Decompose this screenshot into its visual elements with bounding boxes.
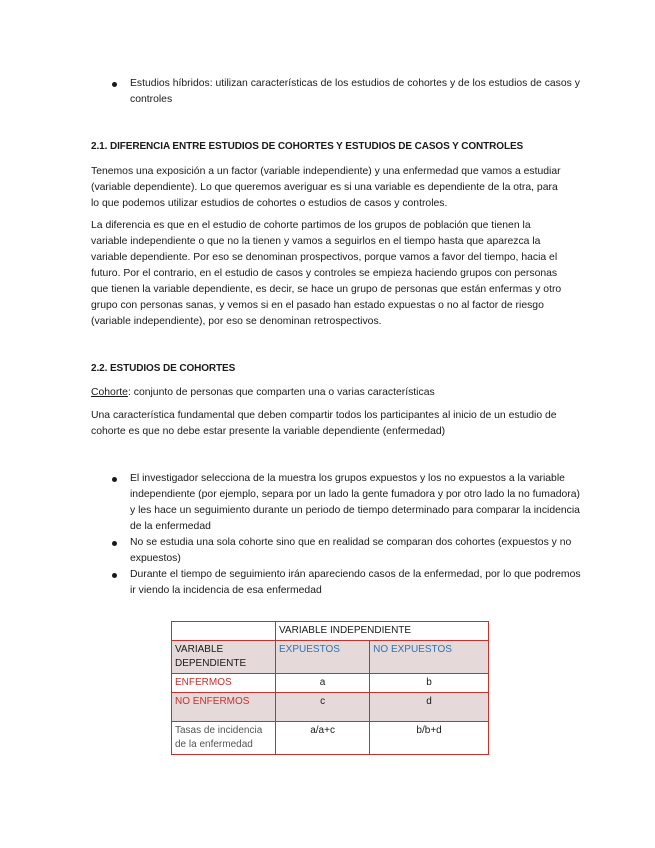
table-row-label: NO ENFERMOS [172, 693, 276, 722]
bullet-icon [112, 541, 117, 546]
bullet-icon [112, 82, 117, 87]
table-header-dependiente: VARIABLE DEPENDIENTE [172, 641, 276, 674]
paragraph: Una característica fundamental que deben compartir todos los participantes al inicio de un estudio de cohorte es que no debe estar presente la variable dependiente (enfermedad) [91, 410, 557, 437]
paragraph: Tenemos una exposición a un factor (variable independiente) y una enfermedad que vamos a estudiar (variable dependiente). Lo que queremos averiguar es si una variable es dependiente de la otra, para lo que podemos utilizar estudios de cohortes o estudios de casos y controles. [91, 166, 561, 209]
list-item [112, 567, 582, 599]
bullet-icon [112, 573, 117, 578]
bullet-text: Estudios híbridos: utilizan características de los estudios de cohortes y de los estudios de casos y controles [130, 78, 580, 105]
cohorte-definition [91, 385, 568, 401]
section-heading-diferencia: 2.1. DIFERENCIA ENTRE ESTUDIOS DE COHORTES Y ESTUDIOS DE CASOS Y CONTROLES [91, 141, 524, 152]
table-row-label: Tasas de incidencia de la enfermedad [172, 722, 276, 755]
table-row [172, 722, 489, 755]
bullet-text: Durante el tiempo de seguimiento irán apareciendo casos de la enfermedad, por lo que podremos ir viendo la incidencia de esa enfermedad [130, 569, 581, 596]
paragraph: La diferencia es que en el estudio de cohorte partimos de los grupos de población que tienen la variable independiente o que no la tienen y vamos a seguirlos en el tiempo hasta que aparezca la variable dependiente. Por eso se denominan prospectivos, porque vamos a favor del tiempo, hacia el futuro. Por el contrario, en el estudio de casos y controles se empieza haciendo grupos con personas que tienen la variable dependiente, es decir, se hace un grupo de personas que están enfermas y otro grupo con personas sanas, y vemos si en el pasado han estado expuestas o no al factor de riesgo (variable independiente), por eso se denominan retrospectivos. [91, 220, 562, 327]
section-heading-cohortes: 2.2. ESTUDIOS DE COHORTES [91, 363, 236, 374]
table-row [172, 622, 489, 641]
table-header-independiente: VARIABLE INDEPENDIENTE [276, 622, 489, 641]
cohorte-definition-text: : conjunto de personas que comparten una o varias características [127, 387, 435, 398]
table-cell: c [276, 693, 370, 722]
table-cell: d [370, 693, 489, 722]
list-item [112, 471, 582, 535]
cohorte-term: Cohorte [91, 387, 128, 398]
list-item [112, 535, 582, 567]
table-row [172, 693, 489, 722]
cohort-bullet-list [112, 471, 582, 599]
list-item [112, 76, 582, 108]
table-cell: b [370, 674, 489, 693]
table-row [172, 641, 489, 674]
table-header-expuestos: EXPUESTOS [276, 641, 370, 674]
table-cell-empty [172, 622, 276, 641]
table-header-no-expuestos: NO EXPUESTOS [370, 641, 489, 674]
table-cell: a/a+c [276, 722, 370, 755]
table-row [172, 674, 489, 693]
bullet-text: El investigador selecciona de la muestra los grupos expuestos y los no expuestos a la variable independiente (por ejemplo, separa por un lado la gente fumadora y por otro lado la no fumadora) y les hace un seguimiento durante un periodo de tiempo determinado para comparar la incidencia de la enfermedad [130, 473, 580, 532]
incidence-table [171, 621, 489, 755]
bullet-text: No se estudia una sola cohorte sino que en realidad se comparan dos cohortes (expuestos y no expuestos) [130, 537, 572, 564]
table-row-label: ENFERMOS [172, 674, 276, 693]
table-cell: b/b+d [370, 722, 489, 755]
intro-bullet-list [112, 76, 582, 108]
bullet-icon [112, 477, 117, 482]
table-cell: a [276, 674, 370, 693]
